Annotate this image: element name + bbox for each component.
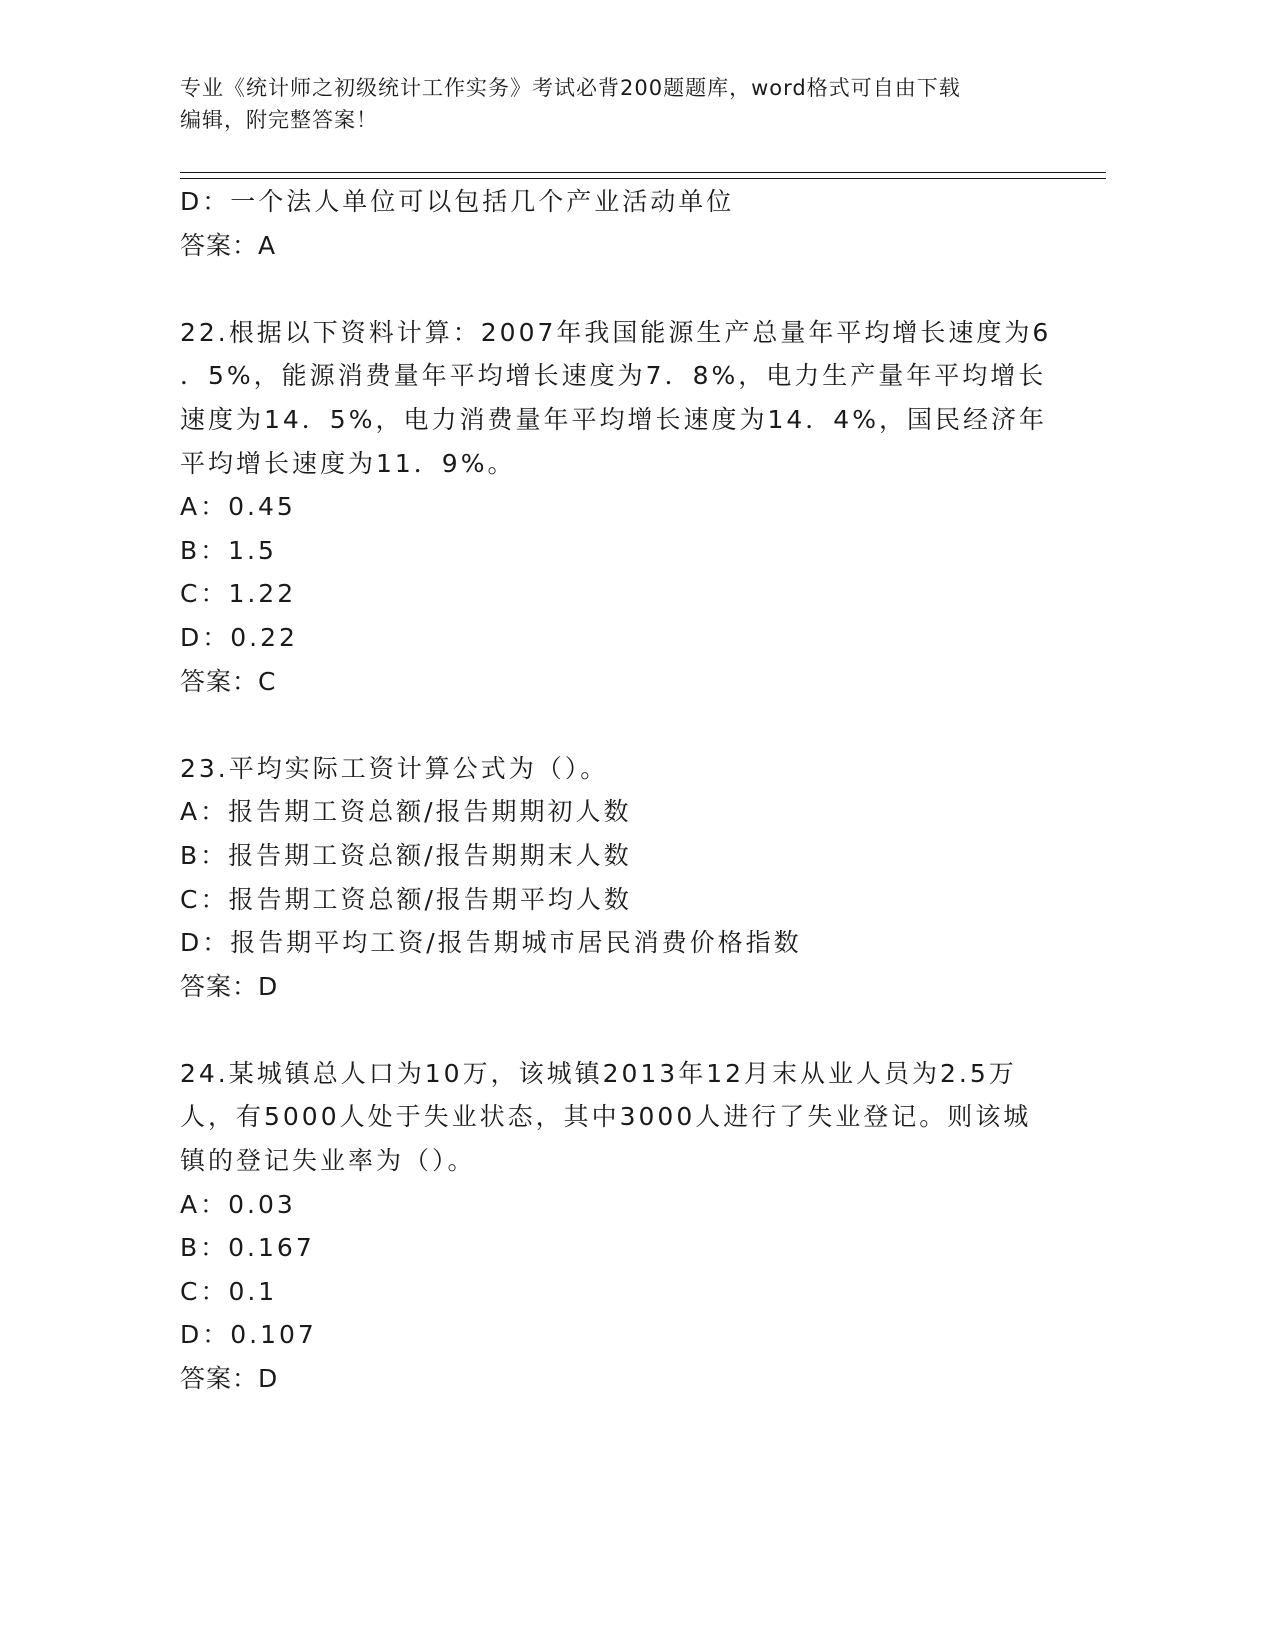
question-spacer: [180, 267, 1040, 311]
option-c: C：1.22: [180, 579, 297, 609]
document-header: [180, 72, 1040, 136]
option-a: A：0.45: [180, 492, 296, 522]
question-list: [180, 180, 1052, 1401]
question-22: [180, 311, 1052, 703]
option-a: A：0.03: [180, 1189, 296, 1219]
option-d: D：0.107: [180, 1320, 317, 1350]
question-24: [180, 1052, 1040, 1401]
question-stem-line: 24.某城镇总人口为10万，该城镇2013年12月末从业人员为2.5万: [180, 1058, 1017, 1088]
answer-line: 答案：D: [180, 1364, 279, 1394]
question-spacer: [180, 1008, 1040, 1052]
question-stem-line: 22.根据以下资料计算：2007年我国能源生产总量年平均增长速度为6: [180, 317, 1052, 347]
option-b: B：0.167: [180, 1233, 315, 1263]
option-a: A：报告期工资总额/报告期期初人数: [180, 797, 632, 827]
option-b: B：1.5: [180, 535, 277, 565]
question-21-tail: [180, 180, 1040, 267]
option-d: D：报告期平均工资/报告期城市居民消费价格指数: [180, 928, 802, 958]
question-spacer: [180, 703, 1040, 747]
question-23: [180, 747, 1040, 1009]
option-c: C：报告期工资总额/报告期平均人数: [180, 884, 632, 914]
question-stem-line: 人，有5000人处于失业状态，其中3000人进行了失业登记。则该城: [180, 1102, 1032, 1132]
question-stem-line: 速度为14．5%，电力消费量年平均增长速度为14．4%，国民经济年: [180, 404, 1047, 434]
header-rule-top: [180, 172, 1106, 173]
option-c: C：0.1: [180, 1276, 278, 1306]
question-stem-line: 23.平均实际工资计算公式为（）。: [180, 753, 609, 783]
header-line-2: 编辑，附完整答案！: [180, 108, 378, 132]
question-stem-line: 镇的登记失业率为（）。: [180, 1146, 476, 1176]
option-d: D：0.22: [180, 622, 298, 652]
answer-line: 答案：D: [180, 971, 279, 1001]
header-line-1: 专业《统计师之初级统计工作实务》考试必背200题题库，word格式可自由下载: [180, 76, 961, 100]
question-stem-line: ．5%，能源消费量年平均增长速度为7．8%，电力生产量年平均增长: [180, 361, 1047, 391]
option-d: D：一个法人单位可以包括几个产业活动单位: [180, 187, 735, 216]
answer-line: 答案：C: [180, 666, 277, 696]
question-stem-line: 平均增长速度为11．9%。: [180, 448, 516, 478]
option-b: B：报告期工资总额/报告期期末人数: [180, 840, 632, 870]
header-rule-bottom: [180, 178, 1106, 179]
answer-line: 答案：A: [180, 230, 277, 260]
